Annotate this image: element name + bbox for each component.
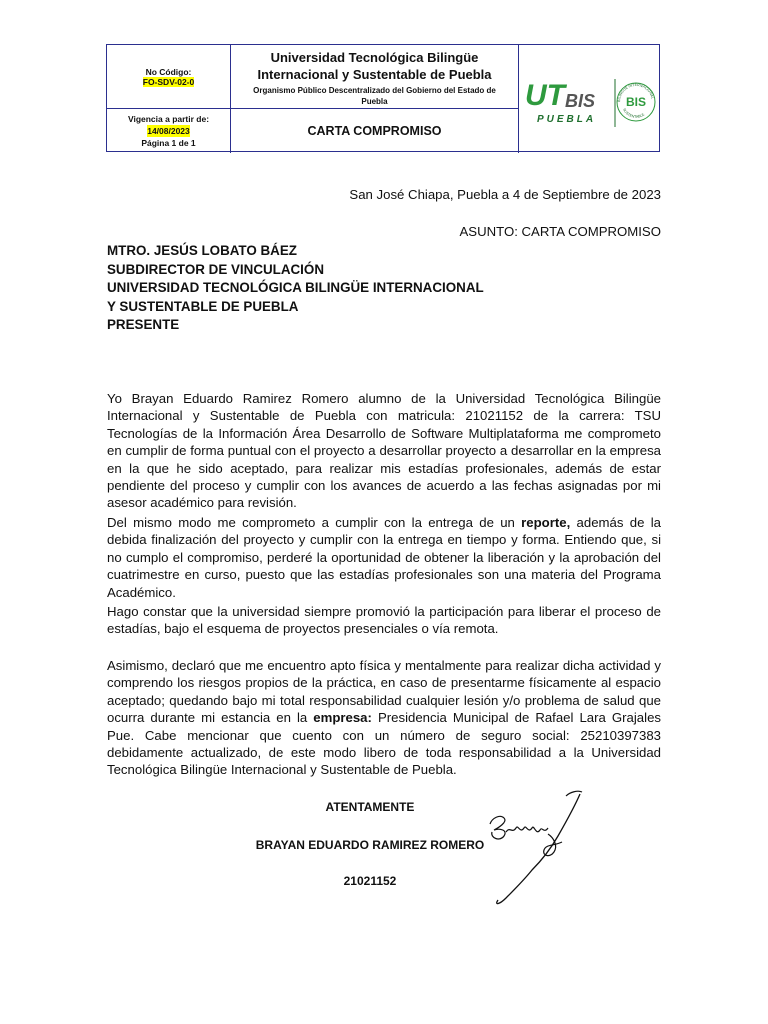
paragraph-2-end: además de la debida finalización del proyecto y cumplir con la entrega en tiempo y forma. Entiendo que, si no cumplo el compromiso, perderé la oportunidad de obtener la liberación y la aprobación del cuatrimestre en curso, puesto que las estadías profesionales son una materia del Programa Académico. xyxy=(107,515,661,600)
handwritten-signature xyxy=(470,788,590,908)
paragraph-4-bold: empresa: xyxy=(313,710,372,726)
code-value: FO-SDV-02-0 xyxy=(142,76,195,87)
university-cell xyxy=(231,45,519,109)
page-label: Página 1 de 1 xyxy=(141,138,196,148)
paragraph-2-start: Del mismo modo me comprometo a cumplir con la entrega de un xyxy=(107,515,522,530)
utbis-logo xyxy=(519,45,659,151)
recipient-institution-2: Y SUSTENTABLE DE PUEBLA xyxy=(107,298,299,314)
seal-label: BIS xyxy=(625,95,647,109)
subject-line: ASUNTO: CARTA COMPROMISO xyxy=(459,224,661,239)
seal-text-bottom: SUSTENTABLE xyxy=(622,107,646,119)
university-title: Universidad Tecnológica Bilingüe Internacional y Sustentable de Puebla xyxy=(257,50,492,82)
closing: ATENTAMENTE xyxy=(325,800,415,814)
university-subtitle: Organismo Público Descentralizado del Gobierno del Estado de Puebla xyxy=(253,86,496,106)
place-date: San José Chiapa, Puebla a 4 de Septiembre de 2023 xyxy=(349,187,661,202)
paragraph-2-bold: reporte, xyxy=(521,515,571,530)
validity-cell xyxy=(107,109,231,153)
document-header xyxy=(106,44,660,152)
logo-ut: UT xyxy=(525,79,565,112)
paragraph-2 xyxy=(107,514,661,601)
recipient-position: SUBDIRECTOR DE VINCULACIÓN xyxy=(107,261,324,277)
recipient-presente: PRESENTE xyxy=(107,317,180,333)
signer-name: BRAYAN EDUARDO RAMIREZ ROMERO xyxy=(255,838,485,852)
logo-puebla: PUEBLA xyxy=(537,114,597,125)
paragraph-4-end: Presidencia Municipal de Rafael Lara Grajales Pue. Cabe mencionar que cuento con un número de seguro social: 25210397383 debidamente actualizado, de este modo libero de toda responsabilidad a la Universidad Tecnológica Bilingüe Internacional y Sustentable de Puebla. xyxy=(107,710,662,778)
paragraph-1: Yo Brayan Eduardo Ramirez Romero alumno de la Universidad Tecnológica Bilingüe Internacional y Sustentable de Puebla con matricula: 21021152 de la carrera: TSU Tecnologías de la Información Área Desarrollo de Software Multiplataforma me comprometo en cumplir de forma puntual con el proyecto a desarrollar proyecto a desarrollar en la empresa en la que he sido aceptado, para realizar mis estadías profesionales, además de estar pendiente del proceso y cumplir con los avances de acuerdo a las fechas asignadas por mi asesor académico para revisión. xyxy=(107,391,661,511)
recipient-institution-1: UNIVERSIDAD TECNOLÓGICA BILINGÜE INTERNACIONAL xyxy=(107,280,484,296)
paragraph-3: Hago constar que la universidad siempre promovió la participación para liberar el proceso de estadías, bajo el esquema de proyectos presenciales o vía remota. xyxy=(107,604,661,637)
recipient-block xyxy=(107,242,484,335)
code-cell xyxy=(107,45,231,109)
validity-value: 14/08/2023 xyxy=(147,126,190,136)
logo-bis: BIS xyxy=(565,91,596,111)
utbis-logo-graphic xyxy=(519,45,659,151)
signer-id: 21021152 xyxy=(343,874,397,888)
paragraph-4 xyxy=(107,657,661,779)
seal-text-top: BILINGÜE INTERNACIONAL xyxy=(616,82,655,103)
validity-label: Vigencia a partir de: xyxy=(127,114,210,124)
document-title: CARTA COMPROMISO xyxy=(231,109,519,153)
code-label: No Código: xyxy=(145,66,192,77)
recipient-name: MTRO. JESÚS LOBATO BÁEZ xyxy=(107,243,297,258)
paragraph-4-start: Asimismo, declaró que me encuentro apto física y mentalmente para realizar dicha actividad y comprendo los riesgos propios de la práctica, en caso de presentarme físicamente al espacio aceptado; quedando bajo mi total responsabilidad cualquier lesión y/o problema de salud que ocurra durante mi estancia en la xyxy=(107,658,661,726)
